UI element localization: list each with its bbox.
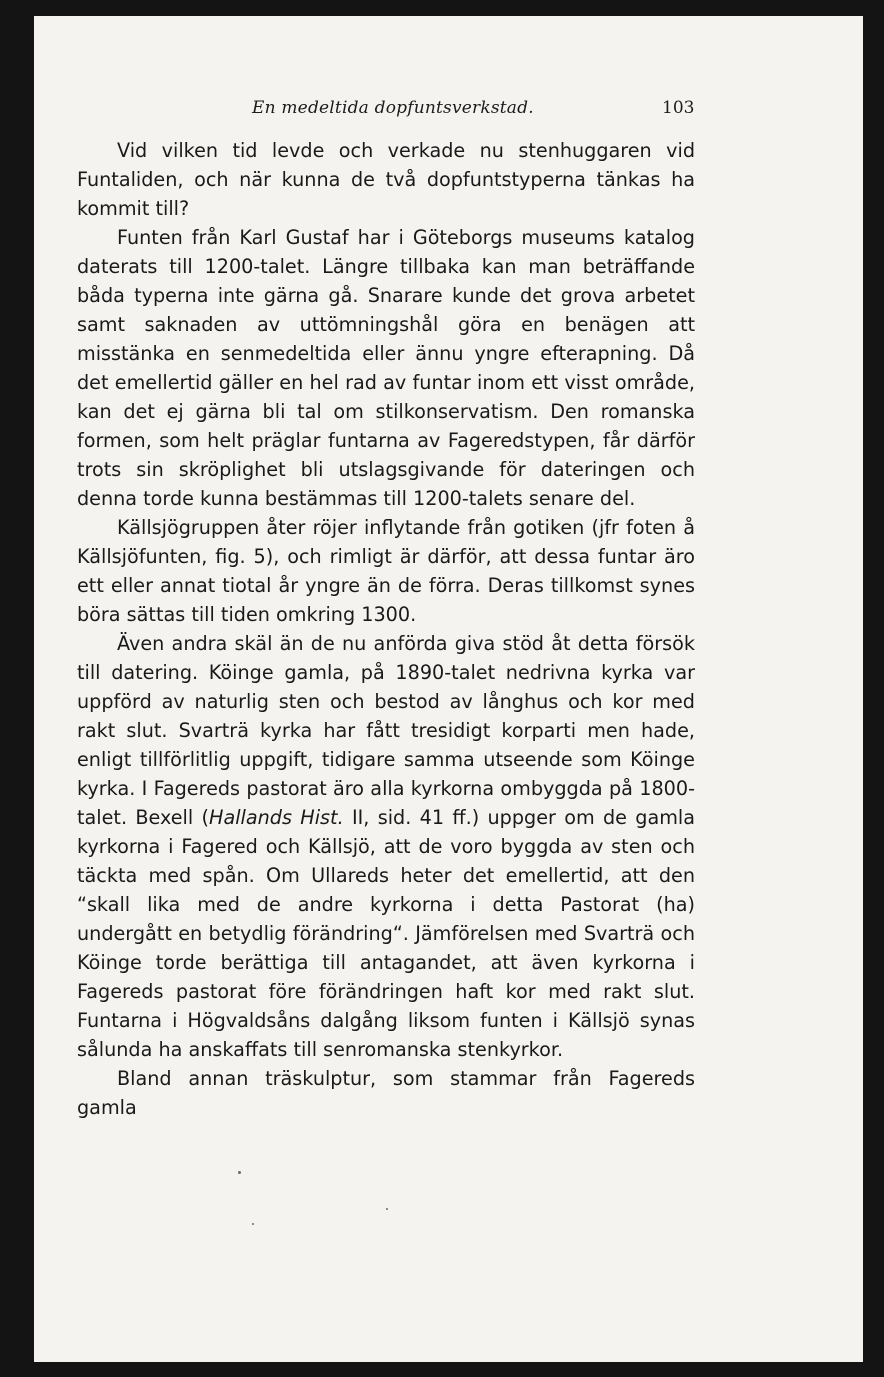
text-run: Även andra skäl än de nu anförda giva stöd åt detta försök till datering. Köinge gamla, på 1890-talet nedrivna kyrka var uppförd av naturlig sten och bestod av långhus och kor med rakt slut. Svarträ kyrka har fått tresidigt korparti men hade, enligt tillförlitlig uppgift, tidigare samma utseende som Köinge kyrka. I Fagereds pastorat äro alla kyrkorna ombyggda på 1800-talet. Bexell ( bbox=[77, 632, 695, 829]
paragraph-1 bbox=[77, 136, 695, 223]
text-run: Bland annan träskulptur, som stammar från Fagereds gamla bbox=[77, 1067, 695, 1119]
paragraph-5 bbox=[77, 1064, 695, 1122]
text-run: Källsjögruppen åter röjer inflytande från gotiken (jfr foten å Källsjöfunten, fig. 5), och rimligt är därför, att dessa funtar äro ett eller annat tiotal år yngre än de förra. Deras tillkomst synes böra sättas till tiden omkring 1300. bbox=[77, 516, 695, 626]
paragraph-4 bbox=[77, 629, 695, 1064]
italic-citation: Hallands Hist. bbox=[209, 806, 344, 829]
book-page bbox=[34, 16, 863, 1362]
running-title: En medeltida dopfuntsverkstad. bbox=[252, 98, 534, 118]
text-run: Vid vilken tid levde och verkade nu stenhuggaren vid Funtaliden, och när kunna de två dopfuntstyperna tänkas ha kommit till? bbox=[77, 139, 695, 220]
paragraph-2 bbox=[77, 223, 695, 513]
page-number: 103 bbox=[662, 98, 695, 118]
running-head bbox=[34, 92, 863, 122]
text-run: II, sid. 41 ff.) uppger om de gamla kyrkorna i Fagered och Källsjö, att de voro byggda av sten och täckta med spån. Om Ullareds heter det emellertid, att den “skall lika med de andre kyrkorna i detta Pastorat (ha) undergått en betydlig förändring“. Jämförelsen med Svarträ och Köinge torde berättiga till antagandet, att även kyrkorna i Fagereds pastorat före förändringen haft kor med rakt slut. Funtarna i Högvaldsåns dalgång liksom funten i Källsjö synas sålunda ha anskaffats till senromanska stenkyrkor. bbox=[77, 806, 695, 1061]
paragraph-3 bbox=[77, 513, 695, 629]
text-run: Funten från Karl Gustaf har i Göteborgs museums katalog daterats till 1200-talet. Längre tillbaka kan man beträffande båda typerna inte gärna gå. Snarare kunde det grova arbetet samt saknaden av uttömningshål göra en benägen att misstänka en senmedeltida eller ännu yngre efterapning. Då det emellertid gäller en hel rad av funtar inom ett visst område, kan det ej gärna bli tal om stilkonservatism. Den romanska formen, som helt präglar funtarna av Fageredstypen, får därför trots sin skröplighet bli utslagsgivande för dateringen och denna torde kunna bestämmas till 1200-talets senare del. bbox=[77, 226, 695, 510]
body-text bbox=[77, 136, 695, 1122]
